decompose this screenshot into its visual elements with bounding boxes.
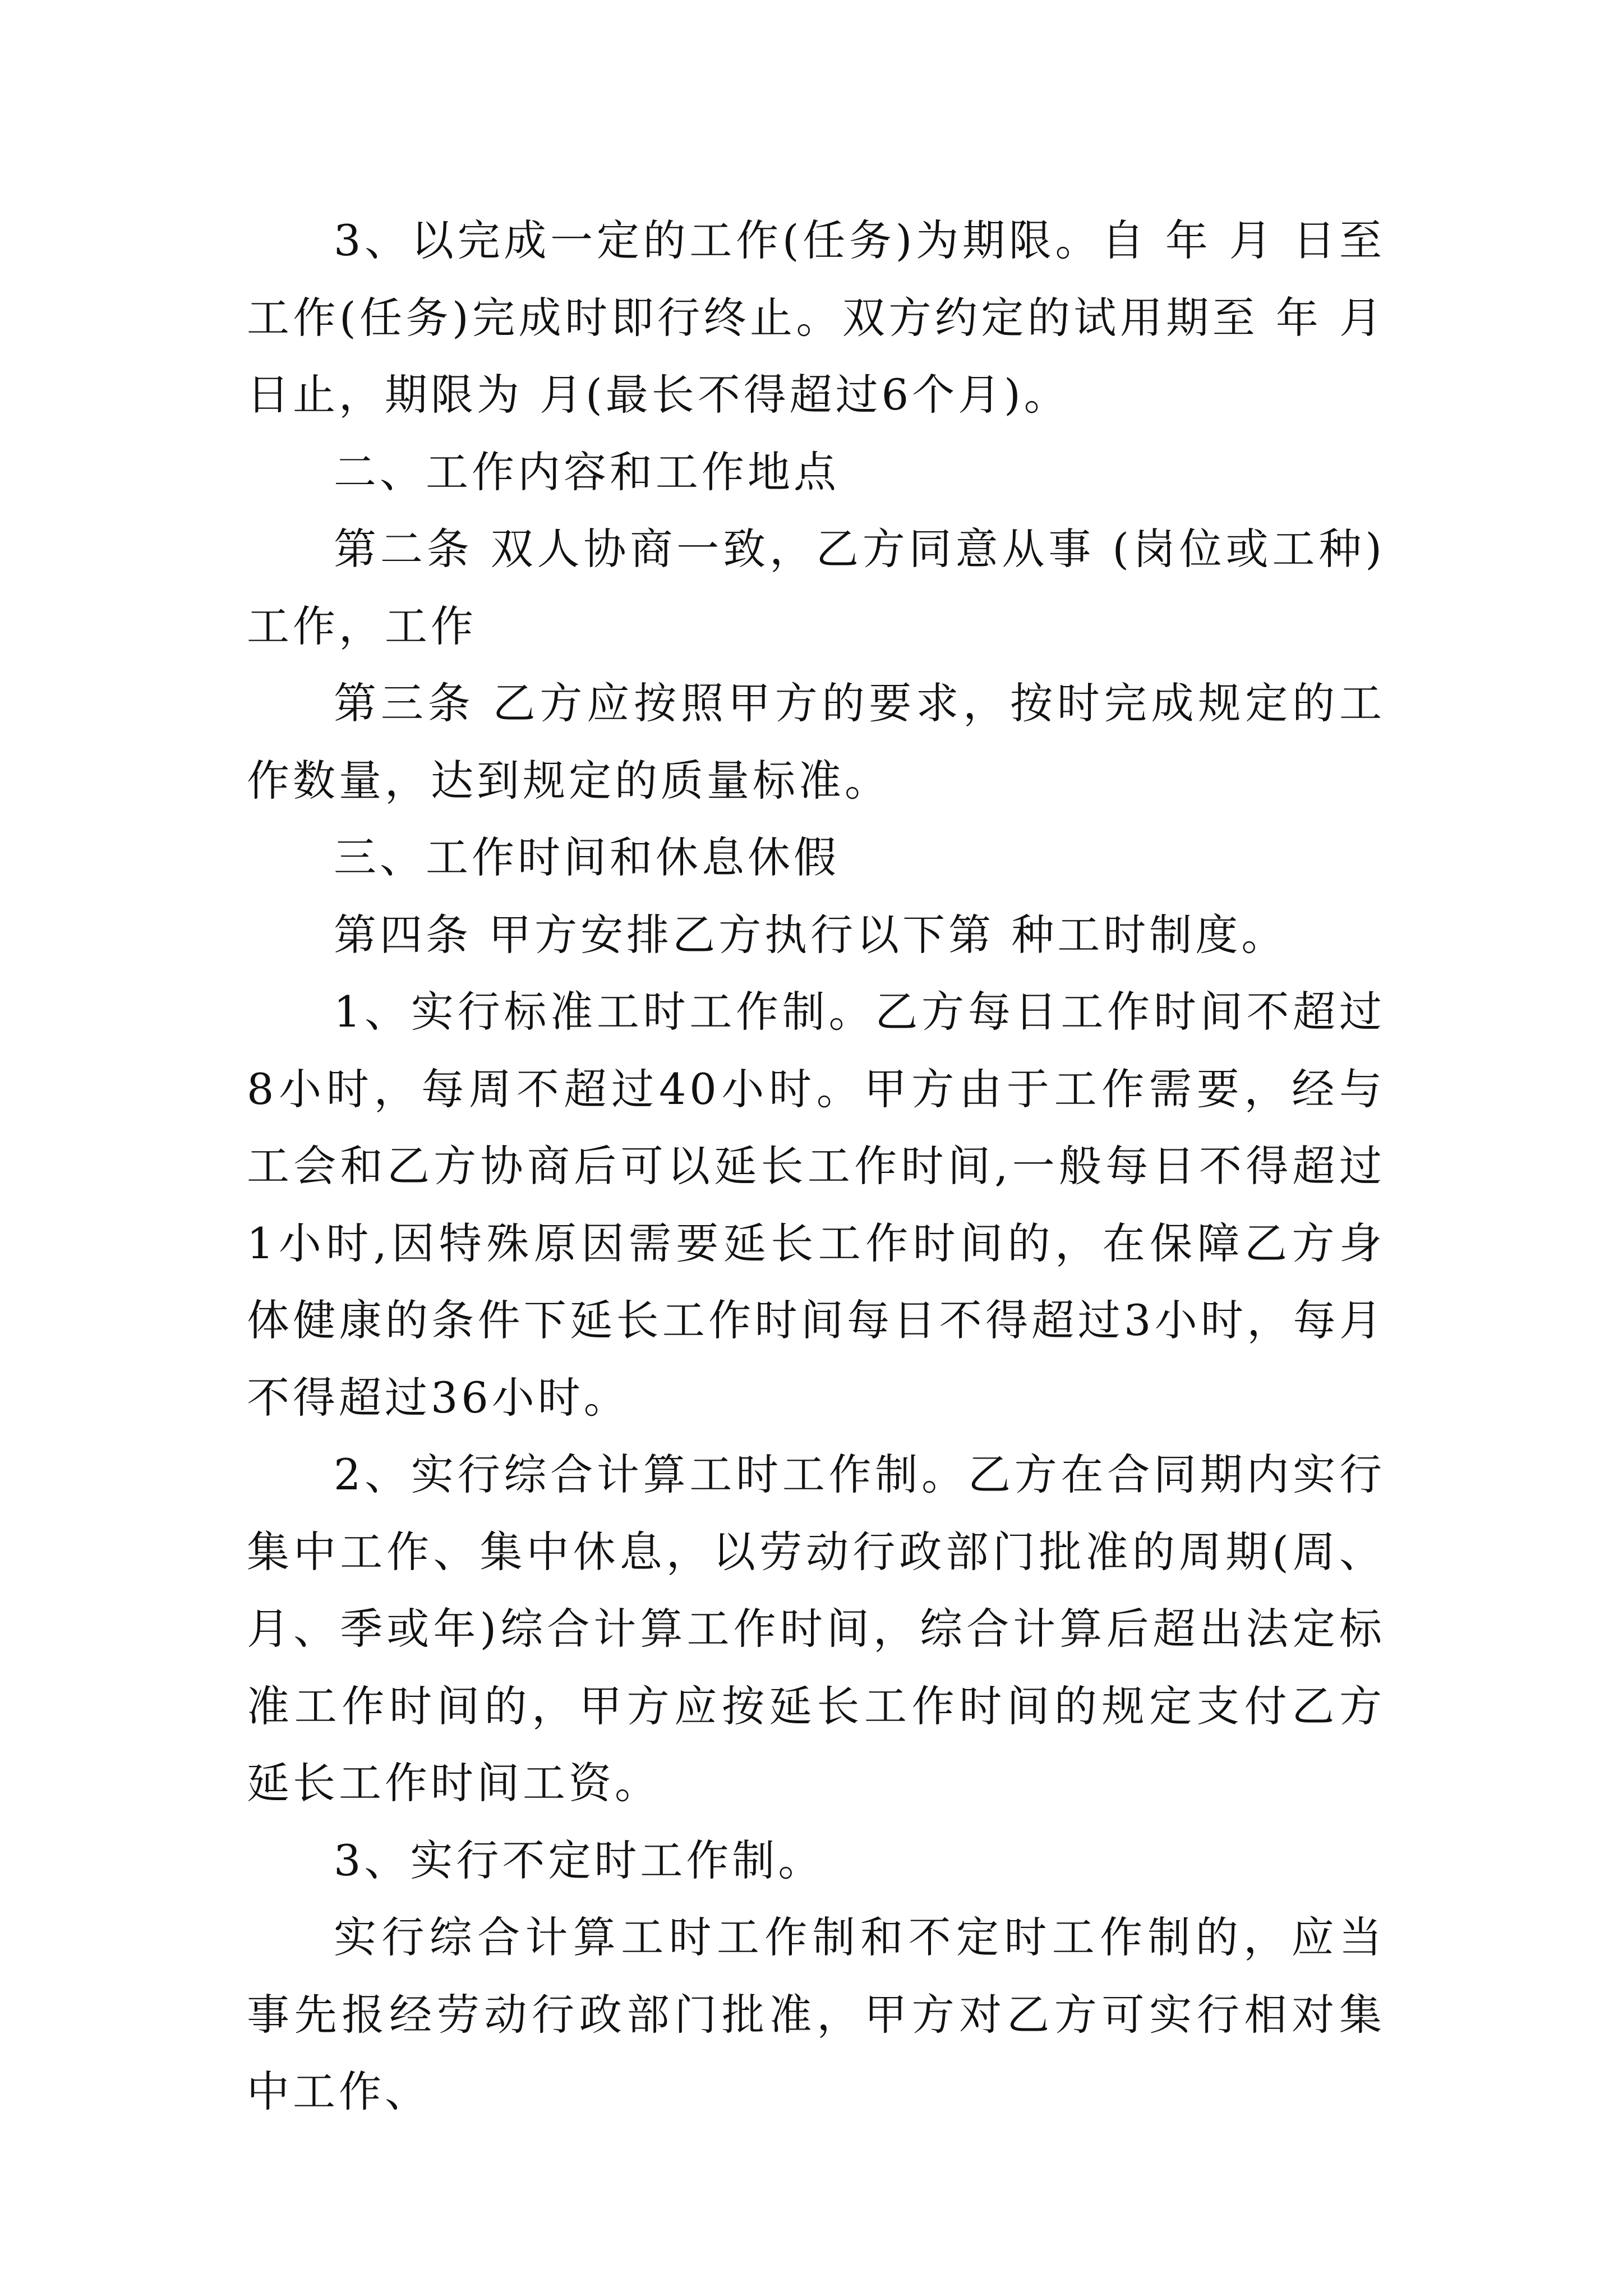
article-3: 第三条 乙方应按照甲方的要求，按时完成规定的工作数量，达到规定的质量标准。: [247, 678, 1385, 806]
paragraph-comprehensive-hours: 2、实行综合计算工时工作制。乙方在合同期内实行集中工作、集中休息，以劳动行政部门批准的周期(周、月、季或年)综合计算工作时间，综合计算后超出法定标准工作时间的，甲方应按延长工作时间的规定支付乙方延长工作时间工资。: [247, 1450, 1385, 1808]
heading-work-content-location: 二、工作内容和工作地点: [334, 447, 840, 497]
paragraph-flexible-hours: 3、实行不定时工作制。: [334, 1835, 824, 1885]
paragraph-standard-hours: 1、实行标准工时工作制。乙方每日工作时间不超过8小时，每周不超过40小时。甲方由于工作需要，经与工会和乙方协商后可以延长工作时间,一般每日不得超过1小时,因特殊原因需要延长工作时间的，在保障乙方身体健康的条件下延长工作时间每日不得超过3小时，每月不得超过36小时。: [247, 987, 1385, 1423]
heading-work-hours-rest: 三、工作时间和休息休假: [334, 832, 840, 882]
paragraph-approval: 实行综合计算工时工作制和不定时工作制的，应当事先报经劳动行政部门批准，甲方对乙方可实行相对集中工作、: [247, 1912, 1385, 2116]
article-4: 第四条 甲方安排乙方执行以下第 种工时制度。: [334, 909, 1288, 960]
article-2: 第二条 双人协商一致，乙方同意从事 (岗位或工种)工作，工作: [247, 524, 1385, 651]
document-body: [247, 202, 1385, 2131]
paragraph-fixed-task-term: 3、以完成一定的工作(任务)为期限。自 年 月 日至工作(任务)完成时即行终止。双方约定的试用期至 年 月日止，期限为 月(最长不得超过6个月)。: [247, 215, 1385, 420]
